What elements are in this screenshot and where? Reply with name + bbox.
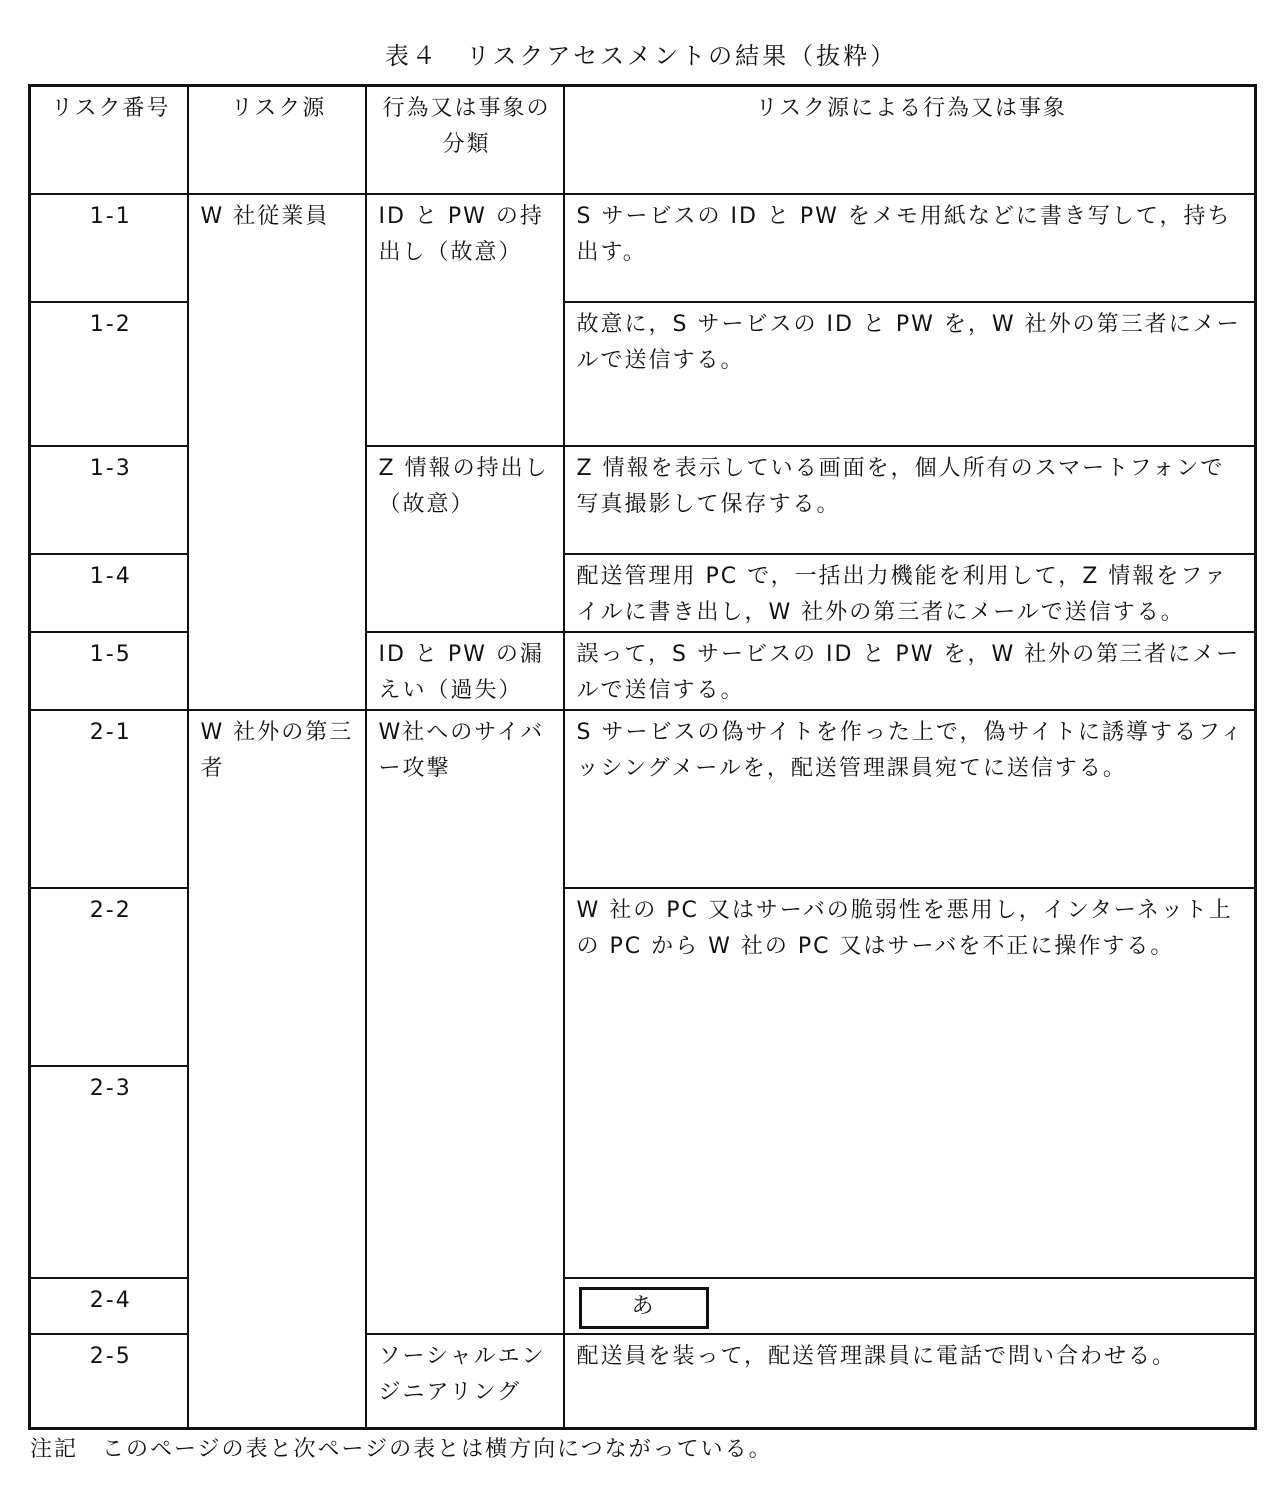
risk-source: W 社従業員 <box>188 194 366 710</box>
header-event: リスク源による行為又は事象 <box>564 86 1256 194</box>
event-cell: S サービスの偽サイトを作った上で，偽サイトに誘導するフィッシングメールを，配送管理課員宛てに送信する。 <box>564 710 1256 888</box>
risk-number: 2-5 <box>30 1334 188 1429</box>
risk-assessment-table <box>28 84 1257 1430</box>
event-cell: 故意に，S サービスの ID と PW を，W 社外の第三者にメールで送信する。 <box>564 302 1256 446</box>
risk-number: 1-1 <box>30 194 188 302</box>
category-cell: ソーシャルエンジニアリング <box>366 1334 564 1429</box>
category-cell: Z 情報の持出し（故意） <box>366 446 564 632</box>
risk-number: 2-3 <box>30 1066 188 1278</box>
risk-number: 1-3 <box>30 446 188 554</box>
risk-number: 2-2 <box>30 888 188 1066</box>
risk-number: 2-1 <box>30 710 188 888</box>
category-cell: ID と PW の持出し（故意） <box>366 194 564 446</box>
event-cell: 配送員を装って，配送管理課員に電話で問い合わせる。 <box>564 1334 1256 1429</box>
blank-answer-box: あ <box>579 1287 709 1329</box>
event-cell: S サービスの ID と PW をメモ用紙などに書き写して，持ち出す。 <box>564 194 1256 302</box>
header-risk-source: リスク源 <box>188 86 366 194</box>
event-cell: W 社の PC 又はサーバの脆弱性を悪用し，インターネット上の PC から W 社の PC 又はサーバを不正に操作する。 <box>564 888 1256 1278</box>
risk-number: 2-4 <box>30 1278 188 1334</box>
category-cell: ID と PW の漏えい（過失） <box>366 632 564 710</box>
risk-number: 1-5 <box>30 632 188 710</box>
table-row <box>30 194 1256 302</box>
footnote: 注記 このページの表と次ページの表とは横方向につながっている。 <box>30 1437 773 1462</box>
header-row <box>30 86 1256 194</box>
header-category: 行為又は事象の分類 <box>366 86 564 194</box>
risk-number: 1-4 <box>30 554 188 632</box>
risk-source: W 社外の第三者 <box>188 710 366 1429</box>
category-cell: W社へのサイバー攻撃 <box>366 710 564 1334</box>
risk-number: 1-2 <box>30 302 188 446</box>
table-row <box>30 710 1256 888</box>
event-cell: 配送管理用 PC で，一括出力機能を利用して，Z 情報をファイルに書き出し，W 社外の第三者にメールで送信する。 <box>564 554 1256 632</box>
header-risk-number: リスク番号 <box>30 86 188 194</box>
event-cell: 誤って，S サービスの ID と PW を，W 社外の第三者にメールで送信する。 <box>564 632 1256 710</box>
event-cell: Z 情報を表示している画面を，個人所有のスマートフォンで写真撮影して保存する。 <box>564 446 1256 554</box>
table-title: 表４ リスクアセスメントの結果（抜粋） <box>384 42 898 70</box>
event-cell <box>564 1278 1256 1334</box>
